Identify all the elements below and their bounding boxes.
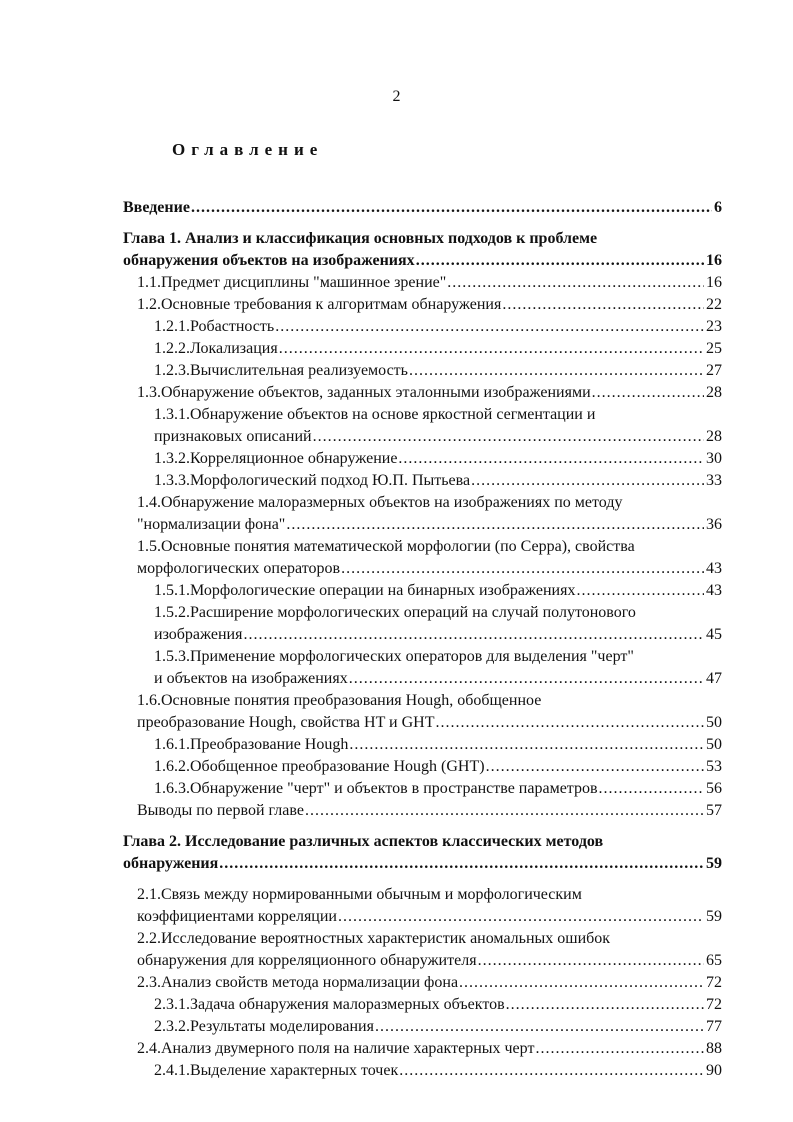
dot-leader xyxy=(576,580,704,602)
toc-entry-text: 2.3.1.Задача обнаружения малоразмерных объектов xyxy=(154,996,505,1013)
toc-page-number: 88 xyxy=(706,1040,722,1057)
toc-entry-text: 2.3.2.Результаты моделирования xyxy=(154,1018,374,1035)
toc-page-number: 65 xyxy=(706,952,722,969)
toc-entry-text-end: и объектов на изображениях xyxy=(154,670,348,687)
dot-leader xyxy=(416,250,704,272)
toc-entry-text-end: изображения xyxy=(154,626,243,643)
dot-leader xyxy=(486,756,704,778)
toc-page-number: 43 xyxy=(706,582,722,599)
toc-entry-text: 1.1.Предмет дисциплины "машинное зрение" xyxy=(137,274,447,291)
toc-entry-1-3-3[interactable] xyxy=(123,470,722,492)
toc-entry-2-3-1[interactable] xyxy=(123,994,722,1016)
toc-page-number: 77 xyxy=(706,1018,722,1035)
toc-entry-text: 1.5.1.Морфологические операции на бинарных изображениях xyxy=(154,582,576,599)
toc-entry-1-3-1[interactable] xyxy=(123,404,722,448)
toc-entry-1-5-3[interactable] xyxy=(123,646,722,690)
toc-entry-text: 2.4.Анализ двумерного поля на наличие характерных черт xyxy=(137,1040,535,1057)
toc-entry-chapter-1[interactable] xyxy=(123,228,722,272)
dot-leader xyxy=(399,1060,704,1082)
toc-entry-1-5[interactable] xyxy=(123,536,722,580)
toc-entry-1-6-2[interactable] xyxy=(123,756,722,778)
toc-page-number: 90 xyxy=(706,1062,722,1079)
toc-entry-text: Выводы по первой главе xyxy=(137,802,304,819)
toc-entry-text-end: преобразование Hough, свойства HT и GHT xyxy=(137,714,435,731)
toc-page-number: 56 xyxy=(706,780,722,797)
toc-page-number: 30 xyxy=(706,450,722,467)
toc-entry-text: 2.2.Исследование вероятностных характеристик аномальных ошибок xyxy=(137,930,611,947)
toc-entry-text-end: "нормализации фона" xyxy=(137,516,286,533)
toc-entry-text: 1.6.Основные понятия преобразования Hough, обобщенное xyxy=(137,692,542,709)
dot-leader xyxy=(502,294,704,316)
toc-page-number: 27 xyxy=(706,362,722,379)
dot-leader xyxy=(338,906,704,928)
dot-leader xyxy=(447,272,704,294)
toc-page-number: 53 xyxy=(706,758,722,775)
toc-entry-text: 1.2.2.Локализация xyxy=(154,340,278,357)
dot-leader xyxy=(243,624,704,646)
toc-page-number: 50 xyxy=(706,714,722,731)
dot-leader xyxy=(409,360,704,382)
toc-entry-text: Глава 1. Анализ и классификация основных подходов к проблеме xyxy=(123,230,598,247)
dot-leader xyxy=(279,338,704,360)
dot-leader xyxy=(506,994,704,1016)
toc-entry-text: 1.2.1.Робастность xyxy=(154,318,275,335)
toc-page-number: 23 xyxy=(706,318,722,335)
dot-leader xyxy=(478,950,704,972)
toc-page-number: 57 xyxy=(706,802,722,819)
toc-entry-1-5-1[interactable] xyxy=(123,580,722,602)
toc-entry-text-end: обнаружения для корреляционного обнаружителя xyxy=(137,952,477,969)
toc-entry-text: 1.6.3.Обнаружение "черт" и объектов в пространстве параметров xyxy=(154,780,598,797)
toc-entry-2-1[interactable] xyxy=(123,884,722,928)
toc-page-number: 36 xyxy=(706,516,722,533)
toc-entry-text: 1.3.1.Обнаружение объектов на основе яркостной сегментации и xyxy=(154,406,596,423)
dot-leader xyxy=(219,853,704,875)
dot-leader xyxy=(349,734,704,756)
toc-entry-text: 1.6.1.Преобразование Hough xyxy=(154,736,349,753)
dot-leader xyxy=(471,470,704,492)
toc-page-number: 22 xyxy=(706,296,722,313)
toc-entry-1-2-3[interactable] xyxy=(123,360,722,382)
dot-leader xyxy=(286,514,704,536)
toc-page-number: 72 xyxy=(706,974,722,991)
toc-entry-text: 1.5.2.Расширение морфологических операций на случай полутонового xyxy=(154,604,636,621)
toc-entry-conclusions-1[interactable] xyxy=(123,800,722,822)
toc-entry-text: 1.3.3.Морфологический подход Ю.П. Пытьева xyxy=(154,472,471,489)
table-of-contents xyxy=(123,197,722,1082)
toc-entry-text-end: морфологических операторов xyxy=(137,560,341,577)
toc-entry-text: 1.4.Обнаружение малоразмерных объектов на изображениях по методу xyxy=(137,494,623,511)
dot-leader xyxy=(349,668,704,690)
toc-entry-text: Введение xyxy=(123,199,190,216)
toc-entry-text-end: обнаружения объектов на изображениях xyxy=(123,252,415,269)
toc-page-number: 33 xyxy=(706,472,722,489)
toc-entry-text: 2.3.Анализ свойств метода нормализации фона xyxy=(137,974,459,991)
toc-page-number: 43 xyxy=(706,560,722,577)
dot-leader xyxy=(313,426,704,448)
toc-entry-1-6-1[interactable] xyxy=(123,734,722,756)
toc-page-number: 28 xyxy=(706,428,722,445)
dot-leader xyxy=(459,972,704,994)
toc-entry-text: 1.3.Обнаружение объектов, заданных эталонными изображениями xyxy=(137,384,591,401)
dot-leader xyxy=(592,382,704,404)
toc-page-number: 47 xyxy=(706,670,722,687)
toc-entry-1-1[interactable] xyxy=(123,272,722,294)
toc-entry-2-2[interactable] xyxy=(123,928,722,972)
toc-entry-text: 2.1.Связь между нормированными обычным и морфологическим xyxy=(137,886,582,903)
toc-page-number: 16 xyxy=(706,252,722,269)
dot-leader xyxy=(599,778,704,800)
dot-leader xyxy=(436,712,705,734)
toc-title: Оглавление xyxy=(172,140,324,159)
toc-entry-2-4[interactable] xyxy=(123,1038,722,1060)
toc-entry-1-2[interactable] xyxy=(123,294,722,316)
toc-entry-1-5-2[interactable] xyxy=(123,602,722,646)
toc-page-number: 59 xyxy=(706,908,722,925)
toc-entry-text: 1.2.3.Вычислительная реализуемость xyxy=(154,362,408,379)
toc-entry-text: 1.6.2.Обобщенное преобразование Hough (GHT) xyxy=(154,758,485,775)
dot-leader xyxy=(305,800,704,822)
toc-entry-1-2-1[interactable] xyxy=(123,316,722,338)
toc-entry-text: 1.2.Основные требования к алгоритмам обнаружения xyxy=(137,296,502,313)
toc-entry-1-3-2[interactable] xyxy=(123,448,722,470)
dot-leader xyxy=(535,1038,704,1060)
toc-entry-1-6-3[interactable] xyxy=(123,778,722,800)
toc-page-number: 28 xyxy=(706,384,722,401)
dot-leader xyxy=(275,316,704,338)
toc-page-number: 72 xyxy=(706,996,722,1013)
toc-page-number: 50 xyxy=(706,736,722,753)
dot-leader xyxy=(341,558,704,580)
toc-page-number: 16 xyxy=(706,274,722,291)
dot-leader xyxy=(398,448,704,470)
toc-entry-2-3-2[interactable] xyxy=(123,1016,722,1038)
toc-entry-text: 1.3.2.Корреляционное обнаружение xyxy=(154,450,398,467)
toc-entry-text: 1.5.3.Применение морфологических операторов для выделения "черт" xyxy=(154,648,634,665)
toc-entry-1-6[interactable] xyxy=(123,690,722,734)
toc-entry-1-2-2[interactable] xyxy=(123,338,722,360)
toc-entry-text: 1.5.Основные понятия математической морфологии (по Серра), свойства xyxy=(137,538,635,555)
page-number: 2 xyxy=(392,88,401,105)
toc-entry-text: 2.4.1.Выделение характерных точек xyxy=(154,1062,399,1079)
toc-entry-1-4[interactable] xyxy=(123,492,722,536)
toc-entry-1-3[interactable] xyxy=(123,382,722,404)
toc-page-number: 45 xyxy=(706,626,722,643)
toc-entry-text-end: признаковых описаний xyxy=(154,428,312,445)
toc-entry-text: Глава 2. Исследование различных аспектов классических методов xyxy=(123,833,604,850)
toc-entry-text-end: коэффициентами корреляции xyxy=(137,908,337,925)
dot-leader xyxy=(191,197,712,219)
toc-entry-2-4-1[interactable] xyxy=(123,1060,722,1082)
toc-page-number: 25 xyxy=(706,340,722,357)
toc-entry-chapter-2[interactable] xyxy=(123,831,722,875)
toc-page-number: 59 xyxy=(706,855,722,872)
toc-entry-introduction[interactable] xyxy=(123,197,722,219)
toc-entry-text-end: обнаружения xyxy=(123,855,219,872)
toc-page-number: 6 xyxy=(714,199,722,216)
dot-leader xyxy=(375,1016,704,1038)
toc-entry-2-3[interactable] xyxy=(123,972,722,994)
